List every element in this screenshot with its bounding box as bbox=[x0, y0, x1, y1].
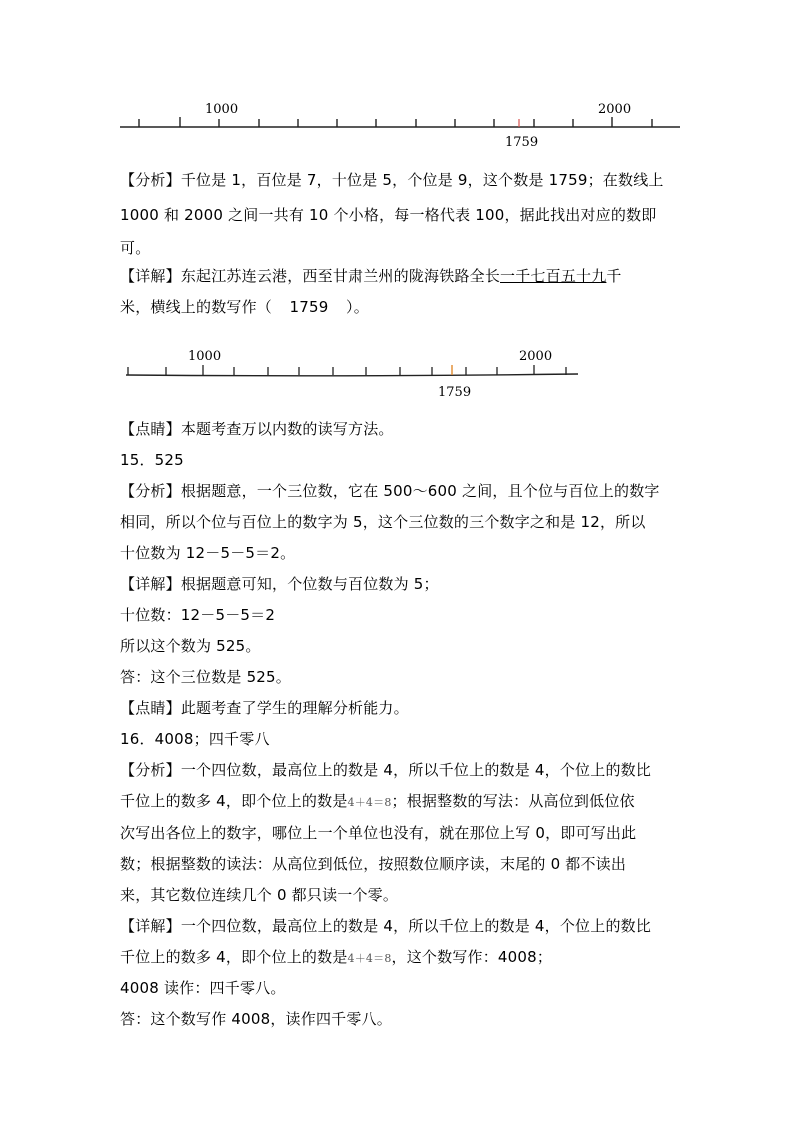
q16-detail-line1: 【详解】一个四位数，最高位上的数是 4，所以千位上的数是 4，个位上的数比 bbox=[120, 917, 652, 935]
q16-detail-line2: 千位上的数多 4，即个位上的数是4＋4＝8，这个数写作：4008； bbox=[120, 948, 553, 966]
number-line-2 bbox=[0, 340, 800, 404]
q14-analysis-line3: 可。 bbox=[120, 239, 151, 257]
comment-tag: 【点睛】 bbox=[120, 420, 181, 438]
detail-tag: 【详解】 bbox=[120, 575, 181, 593]
q14-comment: 【点睛】本题考查万以内数的读写方法。 bbox=[120, 420, 394, 438]
q15-analysis-line2: 相同，所以个位与百位上的数字为 5，这个三位数的三个数字之和是 12，所以 bbox=[120, 513, 646, 531]
number-line-2-label-mark: 1759 bbox=[438, 385, 472, 400]
q15-analysis-line1: 【分析】根据题意，一个三位数，它在 500～600 之间，且个位与百位上的数字 bbox=[120, 482, 660, 500]
q15-analysis-line3: 十位数为 12－5－5＝2。 bbox=[120, 544, 296, 562]
analysis-tag: 【分析】 bbox=[120, 761, 181, 779]
q16-analysis-line1: 【分析】一个四位数，最高位上的数是 4，所以千位上的数是 4，个位上的数比 bbox=[120, 761, 652, 779]
formula: 4＋4＝8 bbox=[347, 796, 392, 809]
comment-tag: 【点睛】 bbox=[120, 699, 181, 717]
fill-in-answer: 1759 bbox=[289, 298, 329, 316]
q15-detail-line1: 【详解】根据题意可知，个位数与百位数为 5； bbox=[120, 575, 439, 593]
q14-analysis-line2: 1000 和 2000 之间一共有 10 个小格，每一格代表 100，据此找出对应的数即 bbox=[120, 206, 657, 224]
analysis-tag: 【分析】 bbox=[120, 171, 181, 189]
q16-header: 16．4008；四千零八 bbox=[120, 730, 270, 748]
q15-header: 15．525 bbox=[120, 451, 184, 469]
number-line-1-label-left: 1000 bbox=[205, 102, 239, 117]
q14-detail-line2: 米，横线上的数写作（ 1759 ）。 bbox=[120, 298, 369, 316]
formula: 4＋4＝8 bbox=[347, 952, 392, 965]
number-line-1-label-right: 2000 bbox=[598, 102, 632, 117]
detail-tag: 【详解】 bbox=[120, 267, 181, 285]
q16-answer: 答：这个数写作 4008，读作四千零八。 bbox=[120, 1010, 392, 1028]
q16-analysis-line5: 来，其它数位连续几个 0 都只读一个零。 bbox=[120, 886, 399, 904]
number-line-2-label-right: 2000 bbox=[519, 349, 553, 364]
q16-analysis-line4: 数；根据整数的读法：从高位到低位，按照数位顺序读，末尾的 0 都不读出 bbox=[120, 855, 627, 873]
q14-analysis-line1: 【分析】千位是 1，百位是 7，十位是 5，个位是 9，这个数是 1759；在数线上 bbox=[120, 171, 664, 189]
q15-answer: 答：这个三位数是 525。 bbox=[120, 668, 291, 686]
q16-analysis-line3: 次写出各位上的数字，哪位上一个单位也没有，就在那位上写 0，即可写出此 bbox=[120, 824, 637, 842]
q14-detail-line1: 【详解】东起江苏连云港，西至甘肃兰州的陇海铁路全长一千七百五十九千 bbox=[120, 267, 622, 285]
analysis-tag: 【分析】 bbox=[120, 482, 181, 500]
q15-detail-line3: 所以这个数为 525。 bbox=[120, 637, 261, 655]
q15-detail-line2: 十位数：12－5－5＝2 bbox=[120, 606, 276, 624]
number-line-1-label-mark: 1759 bbox=[505, 135, 539, 150]
number-line-1 bbox=[0, 90, 800, 150]
detail-tag: 【详解】 bbox=[120, 917, 181, 935]
number-line-2-label-left: 1000 bbox=[188, 349, 222, 364]
q15-comment: 【点睛】此题考查了学生的理解分析能力。 bbox=[120, 699, 409, 717]
underlined-number-words: 一千七百五十九 bbox=[500, 267, 607, 285]
q16-detail-line3: 4008 读作：四千零八。 bbox=[120, 979, 286, 997]
q16-analysis-line2: 千位上的数多 4，即个位上的数是4＋4＝8；根据整数的写法：从高位到低位依 bbox=[120, 792, 635, 810]
